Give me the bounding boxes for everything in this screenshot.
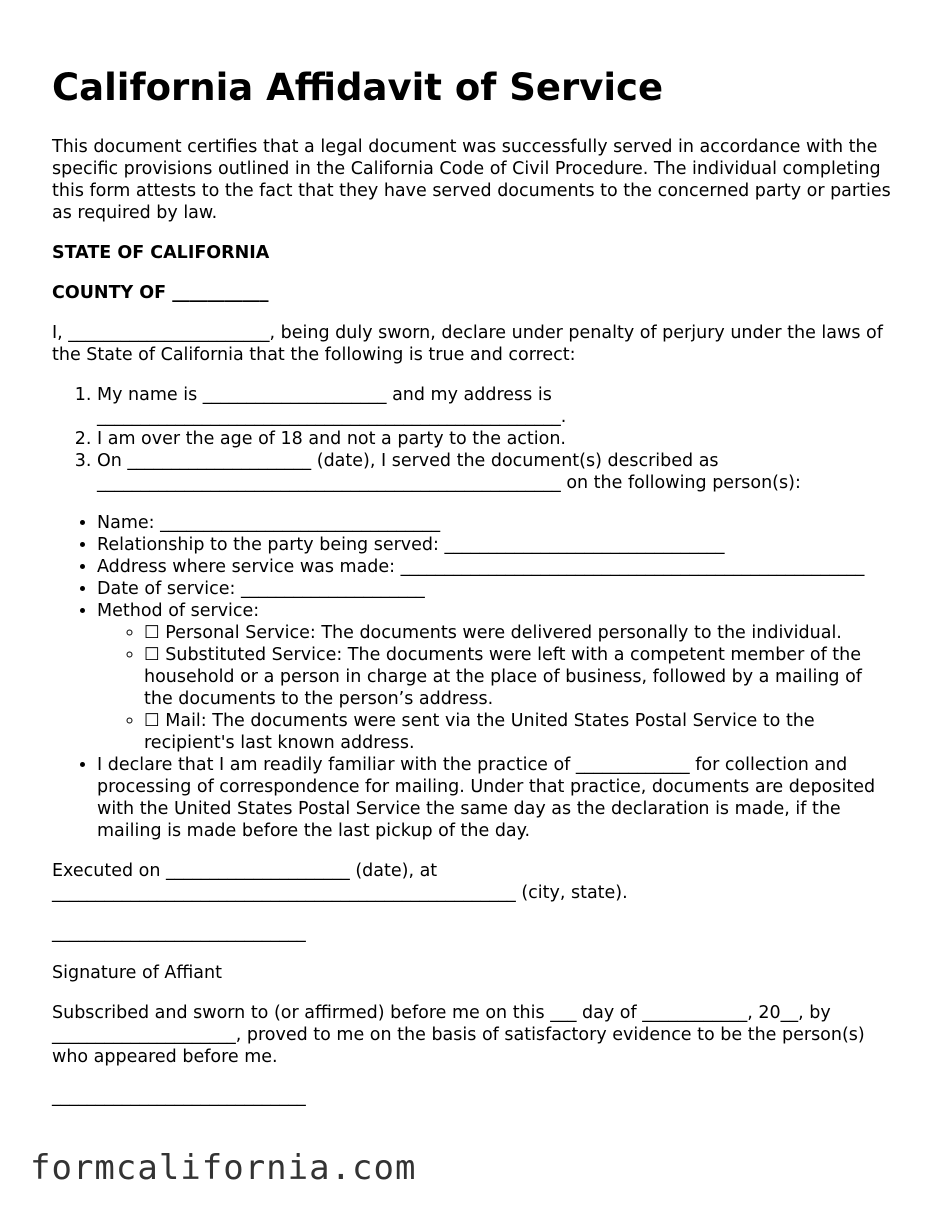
bullet-method (97, 600, 892, 754)
bullet-address: • Address where service was made: _____________________________________________________ (97, 556, 892, 578)
method-options-list (97, 622, 892, 754)
state-heading: STATE OF CALIFORNIA (52, 243, 270, 263)
bullet-relationship: • Relationship to the party being served: ________________________________ (97, 534, 892, 556)
method-label: Method of service: (97, 601, 260, 621)
numbered-item-age: 2. I am over the age of 18 and not a party to the action. (97, 428, 892, 450)
numbered-item-served: 3. On _____________________ (date), I served the document(s) described as _____________________________________________________ on the following person(s): (97, 450, 892, 494)
signature-line: _____________________________ (52, 923, 306, 943)
watermark: formcalifornia.com (30, 1148, 417, 1188)
signature-label: Signature of Affiant (52, 963, 222, 983)
method-personal: ◦ ☐ Personal Service: The documents were delivered personally to the individual. (144, 622, 892, 644)
numbered-item-name: 1. My name is _____________________ and my address is _____________________________________________________. (97, 384, 892, 428)
declaration-paragraph: I, _______________________, being duly sworn, declare under penalty of perjury under the laws of the State of California that the following is true and correct: (52, 323, 883, 365)
bullet-date: • Date of service: _____________________ (97, 578, 892, 600)
county-heading: COUNTY OF ___________ (52, 283, 269, 303)
service-details-list (52, 512, 892, 842)
document-page (52, 64, 892, 1114)
notary-signature-line: _____________________________ (52, 1087, 306, 1107)
numbered-list (52, 384, 892, 494)
sworn-paragraph: Subscribed and sworn to (or affirmed) before me on this ___ day of ____________, 20__, by _____________________, proved to me on the basis of satisfactory evidence to be the person(s) who appeared before me. (52, 1003, 865, 1067)
bullet-name: • Name: ________________________________ (97, 512, 892, 534)
method-substituted: ◦ ☐ Substituted Service: The documents were left with a competent member of the household or a person in charge at the place of business, followed by a mailing of the documents to the person’s address. (144, 644, 892, 710)
executed-paragraph: Executed on _____________________ (date), at _____________________________________________________ (city, state). (52, 861, 628, 903)
bullet-mail-declaration: • I declare that I am readily familiar with the practice of _____________ for collection and processing of correspondence for mailing. Under that practice, documents are deposited with the United States Postal Service the same day as the declaration is made, if the mailing is made before the last pickup of the day. (97, 754, 892, 842)
intro-paragraph: This document certifies that a legal document was successfully served in accordance with the specific provisions outlined in the California Code of Civil Procedure. The individual completing this form attests to the fact that they have served documents to the concerned party or parties as required by law. (52, 137, 891, 223)
page-title: California Affidavit of Service (52, 66, 664, 109)
method-mail: ◦ ☐ Mail: The documents were sent via the United States Postal Service to the recipient's last known address. (144, 710, 892, 754)
